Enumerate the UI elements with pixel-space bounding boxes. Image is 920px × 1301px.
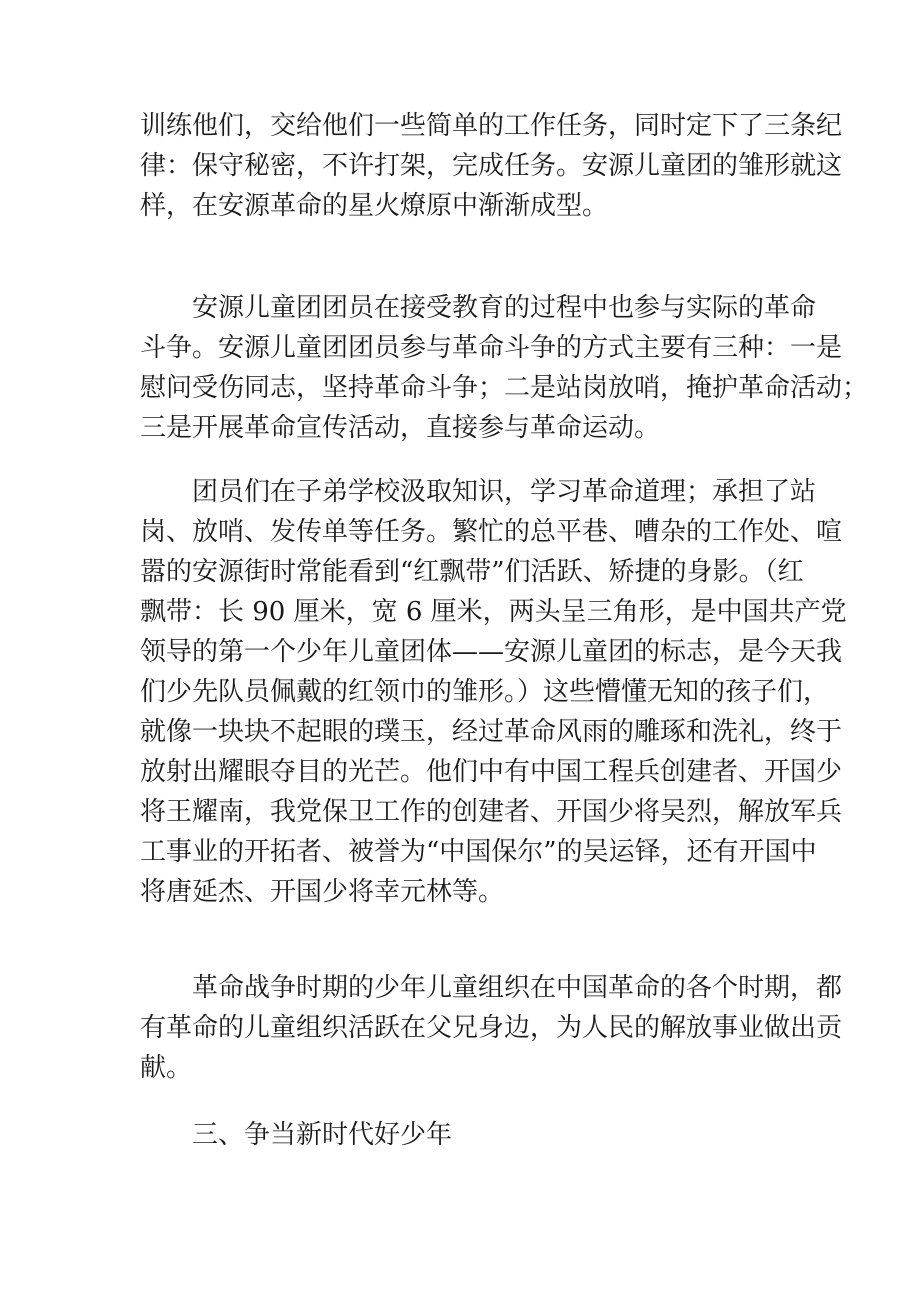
paragraph-red-ribbon <box>140 472 847 912</box>
text-line: 样，在安源革命的星火燎原中渐渐成型。 <box>140 191 609 221</box>
text-line: 将唐延杰、开国少将幸元林等。 <box>140 877 505 907</box>
text-line: 斗争。安源儿童团团员参与革命斗争的方式主要有三种：一是 <box>140 333 843 363</box>
text-line: 嚣的安源街时常能看到“红飘带”们活跃、矫捷的身影。（红 <box>140 557 804 587</box>
text-line: 有革命的儿童组织活跃在父兄身边，为人民的解放事业做出贡 <box>140 1013 843 1043</box>
text-line: 团员们在子弟学校汲取知识，学习革命道理；承担了站 <box>140 477 817 507</box>
text-line: 律：保守秘密，不许打架，完成任务。安源儿童团的雏形就这 <box>140 151 843 181</box>
text-line: 将王耀南，我党保卫工作的创建者、开国少将吴烈，解放军兵 <box>140 797 843 827</box>
text-line: 革命战争时期的少年儿童组织在中国革命的各个时期，都 <box>140 973 843 1003</box>
section-heading-text: 三、争当新时代好少年 <box>140 1120 453 1150</box>
section-heading <box>140 1115 790 1155</box>
text-line: 安源儿童团团员在接受教育的过程中也参与实际的革命 <box>140 293 817 323</box>
text-line: 训练他们，交给他们一些简单的工作任务，同时定下了三条纪 <box>140 111 843 141</box>
paragraph-children-organizations <box>140 968 843 1088</box>
paragraph-struggle-methods <box>140 288 869 448</box>
text-line: 们少先队员佩戴的红领巾的雏形。）这些懵懂无知的孩子们， <box>140 677 830 707</box>
text-line: 岗、放哨、发传单等任务。繁忙的总平巷、嘈杂的工作处、喧 <box>140 517 843 547</box>
paragraph-training-rules <box>140 106 843 226</box>
text-line: 三是开展革命宣传活动，直接参与革命运动。 <box>140 413 661 443</box>
text-line: 就像一块块不起眼的璞玉，经过革命风雨的雕琢和洗礼，终于 <box>140 717 843 747</box>
text-line: 工事业的开拓者、被誉为“中国保尔”的吴运铎，还有开国中 <box>140 837 817 867</box>
text-line: 献。 <box>140 1053 193 1083</box>
text-line: 领导的第一个少年儿童团体——安源儿童团的标志，是今天我 <box>140 637 843 667</box>
text-line: 飘带：长 90 厘米，宽 6 厘米，两头呈三角形，是中国共产党 <box>140 597 847 627</box>
text-line: 放射出耀眼夺目的光芒。他们中有中国工程兵创建者、开国少 <box>140 757 843 787</box>
text-line: 慰问受伤同志，坚持革命斗争；二是站岗放哨，掩护革命活动； <box>140 373 869 403</box>
